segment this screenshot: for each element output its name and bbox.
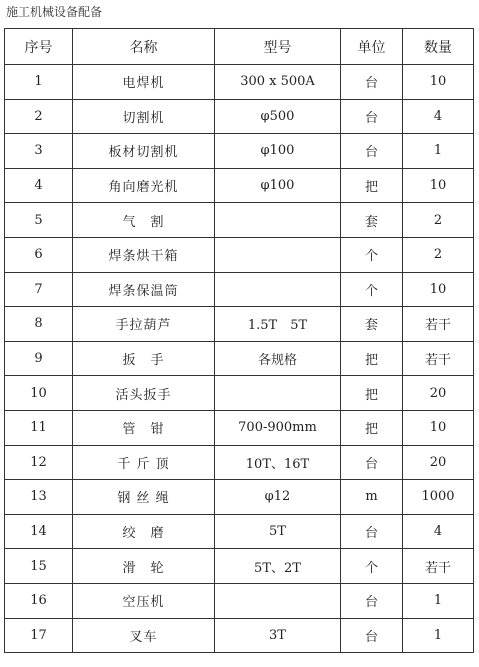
cell-serial-no: 11 xyxy=(5,410,73,445)
cell-unit: 把 xyxy=(341,376,403,411)
table-row xyxy=(5,583,474,618)
cell-quantity: 10 xyxy=(403,65,474,100)
table-body xyxy=(5,65,474,653)
cell-model: 700-900mm xyxy=(215,410,341,445)
cell-quantity: 2 xyxy=(403,237,474,272)
table-row xyxy=(5,65,474,100)
cell-unit: 个 xyxy=(341,237,403,272)
table-row xyxy=(5,480,474,515)
cell-serial-no: 9 xyxy=(5,341,73,376)
cell-unit: 台 xyxy=(341,99,403,134)
cell-model xyxy=(215,203,341,238)
cell-name: 绞 磨 xyxy=(73,514,215,549)
cell-quantity: 1 xyxy=(403,134,474,169)
cell-serial-no: 10 xyxy=(5,376,73,411)
cell-model xyxy=(215,237,341,272)
cell-serial-no: 8 xyxy=(5,307,73,342)
cell-unit: 台 xyxy=(341,583,403,618)
cell-serial-no: 3 xyxy=(5,134,73,169)
cell-quantity: 10 xyxy=(403,410,474,445)
cell-name: 焊条烘干箱 xyxy=(73,237,215,272)
cell-model: 5T xyxy=(215,514,341,549)
table-header-row xyxy=(5,29,474,65)
cell-model: 300 x 500A xyxy=(215,65,341,100)
cell-model: φ12 xyxy=(215,480,341,515)
cell-name: 电焊机 xyxy=(73,65,215,100)
header-model: 型号 xyxy=(215,29,341,65)
cell-quantity: 10 xyxy=(403,272,474,307)
cell-quantity: 1000 xyxy=(403,480,474,515)
cell-unit: 个 xyxy=(341,549,403,584)
cell-serial-no: 2 xyxy=(5,99,73,134)
cell-quantity: 4 xyxy=(403,514,474,549)
cell-name: 钢 丝 绳 xyxy=(73,480,215,515)
table-row xyxy=(5,618,474,653)
cell-serial-no: 12 xyxy=(5,445,73,480)
table-row xyxy=(5,307,474,342)
cell-quantity: 若干 xyxy=(403,341,474,376)
table-row xyxy=(5,99,474,134)
cell-name: 千 斤 顶 xyxy=(73,445,215,480)
cell-serial-no: 15 xyxy=(5,549,73,584)
cell-unit: m xyxy=(341,480,403,515)
cell-model xyxy=(215,272,341,307)
cell-serial-no: 14 xyxy=(5,514,73,549)
cell-name: 扳 手 xyxy=(73,341,215,376)
cell-unit: 台 xyxy=(341,445,403,480)
cell-unit: 把 xyxy=(341,410,403,445)
cell-serial-no: 6 xyxy=(5,237,73,272)
cell-name: 气 割 xyxy=(73,203,215,238)
cell-serial-no: 7 xyxy=(5,272,73,307)
header-name: 名称 xyxy=(73,29,215,65)
cell-name: 手拉葫芦 xyxy=(73,307,215,342)
cell-unit: 台 xyxy=(341,134,403,169)
cell-quantity: 4 xyxy=(403,99,474,134)
cell-serial-no: 1 xyxy=(5,65,73,100)
table-row xyxy=(5,549,474,584)
cell-serial-no: 16 xyxy=(5,583,73,618)
cell-unit: 个 xyxy=(341,272,403,307)
cell-model: 各规格 xyxy=(215,341,341,376)
cell-unit: 台 xyxy=(341,65,403,100)
header-serial-no: 序号 xyxy=(5,29,73,65)
cell-unit: 台 xyxy=(341,514,403,549)
table-row xyxy=(5,134,474,169)
cell-serial-no: 13 xyxy=(5,480,73,515)
header-unit: 单位 xyxy=(341,29,403,65)
document-title: 施工机械设备配备 xyxy=(6,5,103,19)
cell-unit: 台 xyxy=(341,618,403,653)
cell-model xyxy=(215,376,341,411)
cell-quantity: 1 xyxy=(403,618,474,653)
cell-quantity: 1 xyxy=(403,583,474,618)
cell-serial-no: 5 xyxy=(5,203,73,238)
cell-name: 活头扳手 xyxy=(73,376,215,411)
cell-model xyxy=(215,583,341,618)
cell-quantity: 若干 xyxy=(403,549,474,584)
cell-name: 空压机 xyxy=(73,583,215,618)
cell-model: 5T、2T xyxy=(215,549,341,584)
equipment-table xyxy=(4,28,474,653)
cell-serial-no: 4 xyxy=(5,168,73,203)
cell-model: 1.5T 5T xyxy=(215,307,341,342)
table-row xyxy=(5,168,474,203)
cell-model: 3T xyxy=(215,618,341,653)
table-row xyxy=(5,376,474,411)
cell-name: 切割机 xyxy=(73,99,215,134)
cell-quantity: 若干 xyxy=(403,307,474,342)
cell-name: 角向磨光机 xyxy=(73,168,215,203)
cell-model: φ100 xyxy=(215,168,341,203)
cell-unit: 套 xyxy=(341,203,403,238)
table-row xyxy=(5,272,474,307)
cell-quantity: 10 xyxy=(403,168,474,203)
cell-unit: 把 xyxy=(341,168,403,203)
table-row xyxy=(5,445,474,480)
cell-name: 板材切割机 xyxy=(73,134,215,169)
header-quantity: 数量 xyxy=(403,29,474,65)
cell-model: φ500 xyxy=(215,99,341,134)
cell-serial-no: 17 xyxy=(5,618,73,653)
cell-model: φ100 xyxy=(215,134,341,169)
cell-unit: 把 xyxy=(341,341,403,376)
table-row xyxy=(5,341,474,376)
cell-name: 滑 轮 xyxy=(73,549,215,584)
cell-model: 10T、16T xyxy=(215,445,341,480)
cell-quantity: 20 xyxy=(403,445,474,480)
cell-name: 叉车 xyxy=(73,618,215,653)
table-row xyxy=(5,514,474,549)
cell-quantity: 20 xyxy=(403,376,474,411)
cell-name: 管 钳 xyxy=(73,410,215,445)
table-row xyxy=(5,410,474,445)
table-row xyxy=(5,237,474,272)
cell-unit: 套 xyxy=(341,307,403,342)
table-row xyxy=(5,203,474,238)
cell-name: 焊条保温筒 xyxy=(73,272,215,307)
cell-quantity: 2 xyxy=(403,203,474,238)
